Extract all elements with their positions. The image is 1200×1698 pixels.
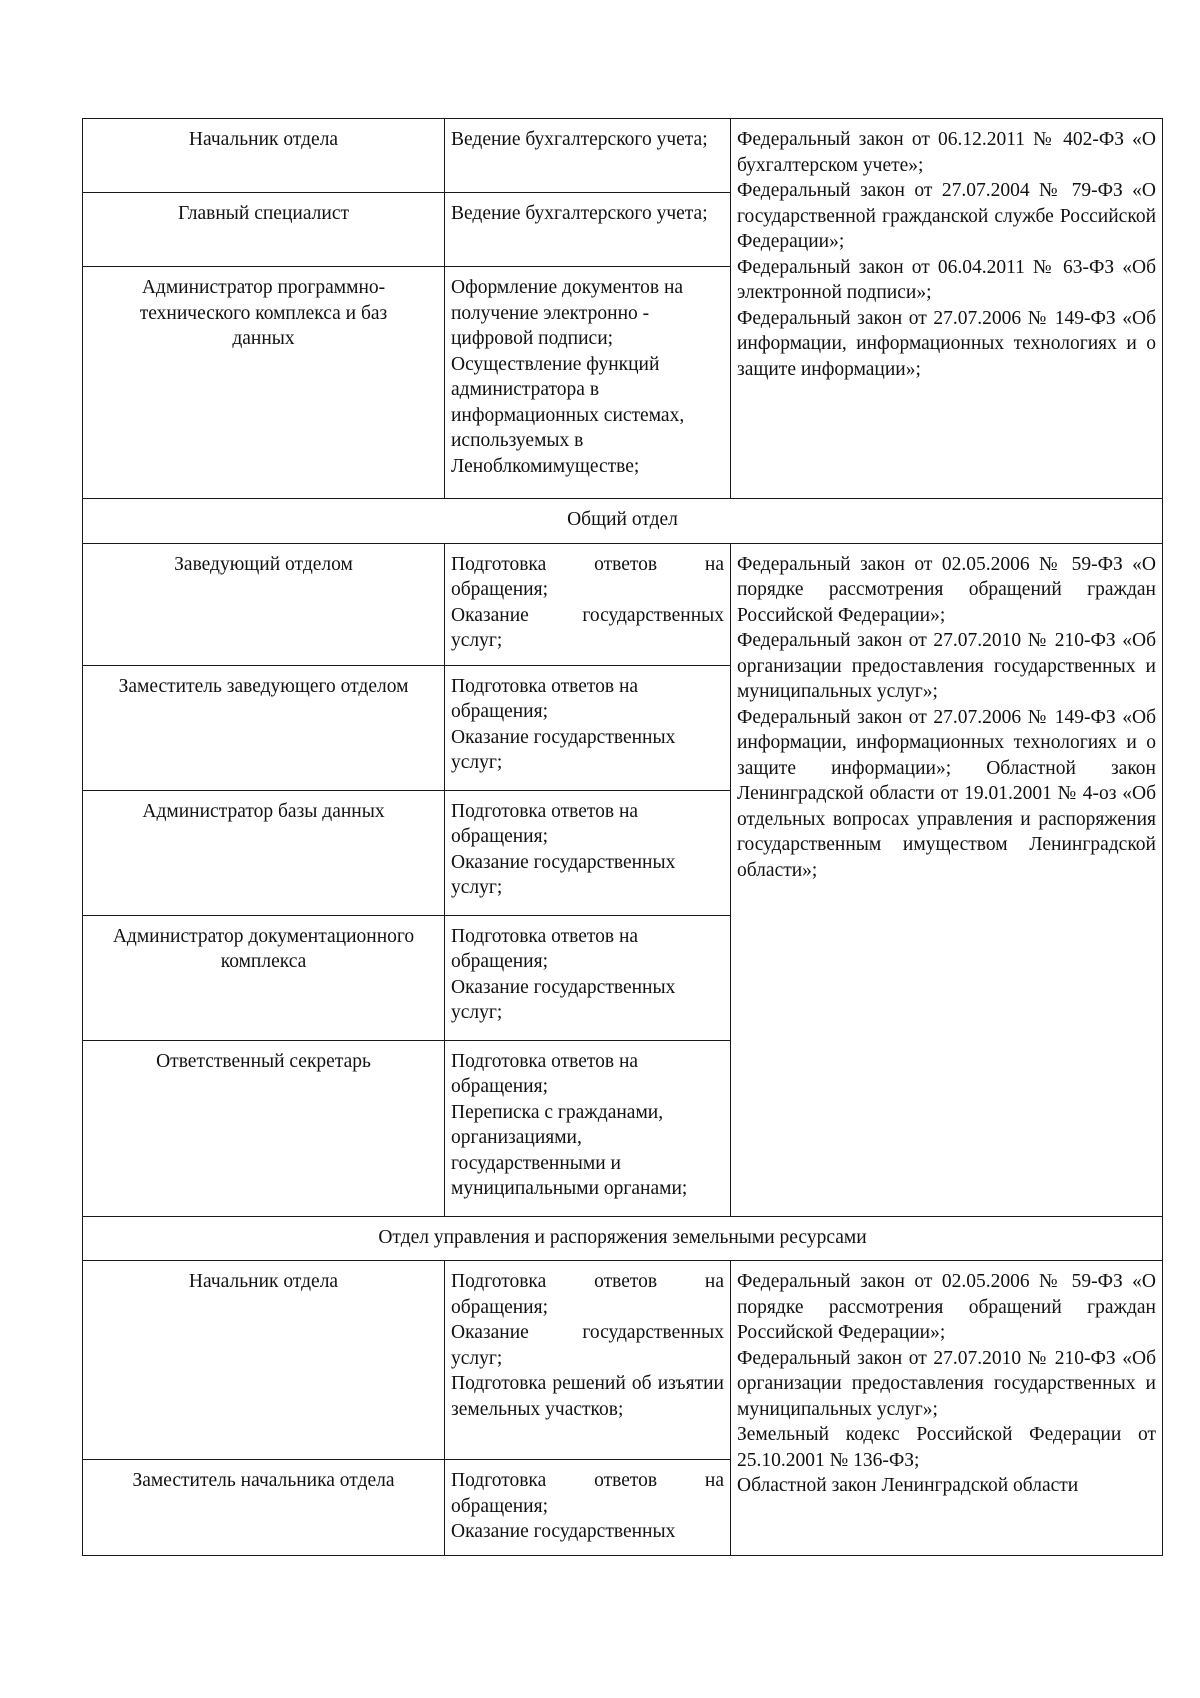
table-row bbox=[83, 543, 1163, 665]
position-cell: Администратор документационного комплекса bbox=[83, 915, 445, 1040]
position-cell: Заместитель заведующего отделом bbox=[83, 665, 445, 790]
duties-cell: Подготовка ответов на обращения; Оказание государственных bbox=[445, 1460, 731, 1556]
position-cell: Заведующий отделом bbox=[83, 543, 445, 665]
position-cell: Заместитель начальника отдела bbox=[83, 1460, 445, 1556]
laws-cell: Федеральный закон от 02.05.2006 № 59-ФЗ «О порядке рассмотрения обращений граждан Российской Федерации»; Федеральный закон от 27.07.2010 № 210-ФЗ «Об организации предоставления государственных и муниципальных услуг»; Федеральный закон от 27.07.2006 № 149-ФЗ «Об информации, информационных технологиях и о защите информации»; Областной закон Ленинградской области от 19.01.2001 № 4-оз «Об отдельных вопросах управления и распоряжения государственным имуществом Ленинградской области»; bbox=[731, 543, 1163, 1216]
section-title-general: Общий отдел bbox=[83, 499, 1163, 544]
duties-cell: Подготовка ответов на обращения; Переписка с гражданами, организациями, государственными и муниципальными органами; bbox=[445, 1040, 731, 1216]
position-cell: Главный специалист bbox=[83, 193, 445, 267]
responsibilities-table bbox=[82, 118, 1163, 1556]
section-row bbox=[83, 1216, 1163, 1261]
duties-cell: Оформление документов на получение электронно - цифровой подписи; Осуществление функций администратора в информационных системах, используемых в Леноблкомимуществе; bbox=[445, 267, 731, 499]
duties-cell: Ведение бухгалтерского учета; bbox=[445, 119, 731, 193]
laws-cell: Федеральный закон от 02.05.2006 № 59-ФЗ «О порядке рассмотрения обращений граждан Российской Федерации»; Федеральный закон от 27.07.2010 № 210-ФЗ «Об организации предоставления государственных и муниципальных услуг»; Земельный кодекс Российской Федерации от 25.10.2001 № 136-ФЗ; Областной закон Ленинградской области bbox=[731, 1261, 1163, 1556]
duties-cell: Ведение бухгалтерского учета; bbox=[445, 193, 731, 267]
duties-cell: Подготовка ответов на обращения; Оказание государственных услуг; bbox=[445, 665, 731, 790]
position-cell: Начальник отдела bbox=[83, 1261, 445, 1460]
section-row bbox=[83, 499, 1163, 544]
duties-cell: Подготовка ответов на обращения; Оказание государственных услуг; bbox=[445, 915, 731, 1040]
position-cell: Ответственный секретарь bbox=[83, 1040, 445, 1216]
laws-cell: Федеральный закон от 06.12.2011 № 402-ФЗ «О бухгалтерском учете»; Федеральный закон от 27.07.2004 № 79-ФЗ «О государственной гражданской службе Российской Федерации»; Федеральный закон от 06.04.2011 № 63-ФЗ «Об электронной подписи»; Федеральный закон от 27.07.2006 № 149-ФЗ «Об информации, информационных технологиях и о защите информации»; bbox=[731, 119, 1163, 499]
table-row bbox=[83, 119, 1163, 193]
duties-cell: Подготовка ответов на обращения; Оказание государственных услуг; Подготовка решений об изъятии земельных участков; bbox=[445, 1261, 731, 1460]
duties-cell: Подготовка ответов на обращения; Оказание государственных услуг; bbox=[445, 790, 731, 915]
position-cell: Администратор программно- технического комплекса и баз данных bbox=[83, 267, 445, 499]
duties-cell: Подготовка ответов на обращения; Оказание государственных услуг; bbox=[445, 543, 731, 665]
position-cell: Администратор базы данных bbox=[83, 790, 445, 915]
section-title-land: Отдел управления и распоряжения земельными ресурсами bbox=[83, 1216, 1163, 1261]
position-cell: Начальник отдела bbox=[83, 119, 445, 193]
table-row bbox=[83, 1261, 1163, 1460]
